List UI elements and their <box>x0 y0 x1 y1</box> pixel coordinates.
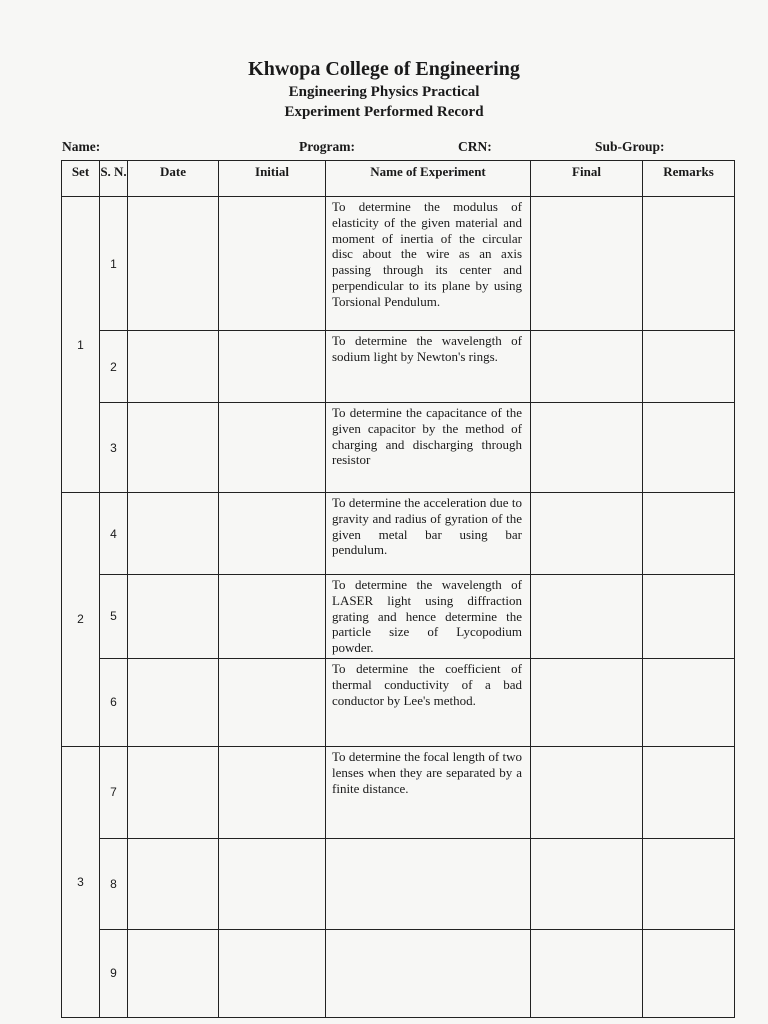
college-title: Khwopa College of Engineering <box>248 58 520 80</box>
final-cell[interactable] <box>531 403 643 493</box>
sn-cell: 2 <box>100 331 128 403</box>
remarks-cell[interactable] <box>643 658 735 746</box>
remarks-cell[interactable] <box>643 331 735 403</box>
column-header-experiment: Name of Experiment <box>326 161 531 197</box>
experiment-record-table <box>61 160 735 1018</box>
remarks-cell[interactable] <box>643 746 735 838</box>
table-row <box>62 493 735 575</box>
course-title: Engineering Physics Practical <box>288 84 480 100</box>
table-row <box>62 575 735 659</box>
experiment-cell <box>326 929 531 1017</box>
final-cell[interactable] <box>531 197 643 331</box>
sn-cell: 9 <box>100 929 128 1017</box>
experiment-cell: To determine the focal length of two lenses when they are separated by a finite distance. <box>326 746 531 838</box>
set-cell: 2 <box>62 493 100 747</box>
remarks-cell[interactable] <box>643 493 735 575</box>
sn-cell: 7 <box>100 746 128 838</box>
initial-cell[interactable] <box>219 658 326 746</box>
table-row <box>62 331 735 403</box>
table-row <box>62 929 735 1017</box>
sn-cell: 1 <box>100 197 128 331</box>
column-header-sn: S. N. <box>100 161 128 197</box>
date-cell[interactable] <box>128 197 219 331</box>
column-header-date: Date <box>128 161 219 197</box>
final-cell[interactable] <box>531 575 643 659</box>
initial-cell[interactable] <box>219 838 326 929</box>
column-header-final: Final <box>531 161 643 197</box>
experiment-cell: To determine the capacitance of the given capacitor by the method of charging and discharging through resistor <box>326 403 531 493</box>
table-row <box>62 403 735 493</box>
column-header-set: Set <box>62 161 100 197</box>
sn-cell: 8 <box>100 838 128 929</box>
experiment-cell: To determine the coefficient of thermal conductivity of a bad conductor by Lee's method. <box>326 658 531 746</box>
experiment-cell <box>326 838 531 929</box>
remarks-cell[interactable] <box>643 403 735 493</box>
final-cell[interactable] <box>531 658 643 746</box>
final-cell[interactable] <box>531 493 643 575</box>
remarks-cell[interactable] <box>643 575 735 659</box>
initial-cell[interactable] <box>219 929 326 1017</box>
record-title: Experiment Performed Record <box>284 104 484 120</box>
initial-cell[interactable] <box>219 493 326 575</box>
experiment-cell: To determine the wavelength of sodium light by Newton's rings. <box>326 331 531 403</box>
initial-cell[interactable] <box>219 403 326 493</box>
subgroup-label: Sub-Group: <box>595 139 665 154</box>
final-cell[interactable] <box>531 746 643 838</box>
sn-cell: 5 <box>100 575 128 659</box>
date-cell[interactable] <box>128 838 219 929</box>
table-row <box>62 658 735 746</box>
table-header-row <box>62 161 735 197</box>
column-header-initial: Initial <box>219 161 326 197</box>
initial-cell[interactable] <box>219 575 326 659</box>
date-cell[interactable] <box>128 493 219 575</box>
date-cell[interactable] <box>128 331 219 403</box>
date-cell[interactable] <box>128 929 219 1017</box>
table-row <box>62 838 735 929</box>
experiment-cell: To determine the wavelength of LASER light using diffraction grating and hence determine the particle size of Lycopodium powder. <box>326 575 531 659</box>
remarks-cell[interactable] <box>643 929 735 1017</box>
set-cell: 3 <box>62 746 100 1017</box>
experiment-cell: To determine the acceleration due to gravity and radius of gyration of the given metal bar using bar pendulum. <box>326 493 531 575</box>
final-cell[interactable] <box>531 331 643 403</box>
crn-label: CRN: <box>458 139 492 154</box>
final-cell[interactable] <box>531 929 643 1017</box>
date-cell[interactable] <box>128 575 219 659</box>
program-label: Program: <box>299 139 355 154</box>
sn-cell: 4 <box>100 493 128 575</box>
name-label: Name: <box>62 139 101 154</box>
initial-cell[interactable] <box>219 746 326 838</box>
experiment-cell: To determine the modulus of elasticity of the given material and moment of inertia of the circular disc about the wire as an axis passing through its center and perpendicular to its plane by using Torsional Pendulum. <box>326 197 531 331</box>
table-row <box>62 746 735 838</box>
set-cell: 1 <box>62 197 100 493</box>
date-cell[interactable] <box>128 658 219 746</box>
initial-cell[interactable] <box>219 197 326 331</box>
final-cell[interactable] <box>531 838 643 929</box>
remarks-cell[interactable] <box>643 197 735 331</box>
initial-cell[interactable] <box>219 331 326 403</box>
date-cell[interactable] <box>128 403 219 493</box>
column-header-remarks: Remarks <box>643 161 735 197</box>
date-cell[interactable] <box>128 746 219 838</box>
sn-cell: 6 <box>100 658 128 746</box>
remarks-cell[interactable] <box>643 838 735 929</box>
sn-cell: 3 <box>100 403 128 493</box>
table-row <box>62 197 735 331</box>
